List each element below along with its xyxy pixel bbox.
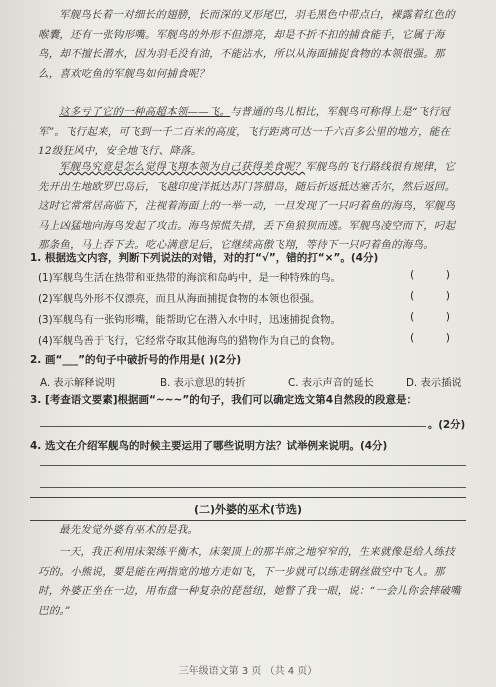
passage-paragraph-3-rest: 军舰鸟的飞行路线很有规律，它先开出生地欧罗巴岛后，飞越印度洋抵达苏门答腊岛，随后折返抵达塞舌尔，然后返回。这时它常常居高临下，注视着海面上的一举一动，一旦发现了一只叼着鱼的海鸟，军舰鸟马上凶猛地向海鸟发起了攻击。海鸟惊慌失措，丢下鱼狼狈而逃。军舰鸟凌空而下，叼起那条鱼，马上吞下去。吃心满意足后，它继续高傲飞翔，等待下一只叼着鱼的海鸟。 — [38, 161, 456, 251]
passage-paragraph-3 — [38, 158, 462, 256]
passage-paragraph-1: 军舰鸟长着一对细长的翅膀，长而深的叉形尾巴，羽毛黑色中带点白，裸露着红色的喉囊，还有一张钩形嘴。军舰鸟的外形不但漂亮，却是不折不扣的捕食能手，它属于海鸟，却不擅长潜水，因为羽毛没有油，不能沾水，所以从海面捕捉食物的本领很强。那么，喜欢吃鱼的军舰鸟如何捕食呢？ — [38, 9, 455, 80]
question-2-option-d[interactable]: D. 表示插说 — [406, 377, 462, 389]
section-2-title: (二)外婆的巫术(节选) — [30, 497, 466, 521]
question-2-option-a[interactable]: A. 表示解释说明 — [40, 377, 116, 389]
answer-paren-4[interactable]: ( ) — [410, 331, 450, 344]
question-2-option-b[interactable]: B. 表示意思的转折 — [160, 377, 246, 389]
answer-line-4a[interactable] — [40, 465, 466, 466]
wavy-sentence: 军舰鸟究竟是怎么觉得飞翔本领为自己获得美食呢？ — [59, 161, 306, 173]
question-1-item-1: (1)军舰鸟生活在热带和亚热带的海滨和岛屿中，是一种特殊的鸟。 — [38, 272, 341, 284]
passage-paragraph-2 — [38, 103, 462, 162]
answer-line-4b[interactable] — [40, 487, 466, 488]
question-2-option-c[interactable]: C. 表示声音的延长 — [288, 377, 374, 389]
passage-paragraph-2-rest: 与普通的鸟儿相比，军舰鸟可称得上是“飞行冠军”。飞行起来，可飞到一千二百米的高度，飞行距离可达一千六百多公里的地方，能在12级狂风中，安全地飞行、降落。 — [38, 106, 451, 157]
answer-paren-2[interactable]: ( ) — [410, 289, 450, 302]
page-footer: 三年级语文第 3 页 （共 4 页） — [178, 666, 318, 677]
answer-paren-1[interactable]: ( ) — [410, 268, 450, 281]
section-2-paragraph-2: 一天，我正利用床架练平衡木，床架顶上的那半席之地窄窄的，生来就像是给人练技巧的。小熊说，要是能在两指宽的地方走如飞，下一步就可以练走钢丝做空中飞人。那时，外婆正坐在一边，用布盘一种复杂的琵琶纽，她瞥了我一眼，说：“一会儿你会摔破嘴巴的。” — [38, 546, 461, 617]
question-3-score: 。(2分) — [428, 419, 466, 431]
question-1-item-3: (3)军舰鸟有一张钩形嘴，能帮助它在潜入水中时，迅速捕捉食物。 — [38, 314, 341, 326]
answer-line-3[interactable] — [40, 426, 426, 427]
question-4-stem: 4. 选文在介绍军舰鸟的时候主要运用了哪些说明方法？试举例来说明。(4分) — [30, 440, 388, 452]
section-2-paragraph-1: 最先发觉外婆有巫术的是我。 — [59, 524, 199, 536]
question-1-item-2: (2)军舰鸟外形不仅漂亮，而且从海面捕捉食物的本领也很强。 — [38, 293, 321, 305]
question-1-item-4: (4)军舰鸟善于飞行，它经常夺取其他海鸟的猎物作为自己的食物。 — [38, 335, 341, 347]
answer-paren-3[interactable]: ( ) — [410, 310, 450, 323]
dash-sentence: 这多亏了它的一种高超本领——飞。 — [59, 106, 231, 118]
question-2-stem: 2. 画“___”的句子中破折号的作用是( )(2分) — [30, 354, 242, 366]
question-1-stem: 1. 根据选文内容，判断下列说法的对错，对的打“√”，错的打“×”。(4分) — [30, 252, 379, 264]
question-3-stem: 3. [考查语文要素]根据画“~~~”的句子，我们可以确定选文第4自然段的段意是： — [30, 394, 418, 406]
